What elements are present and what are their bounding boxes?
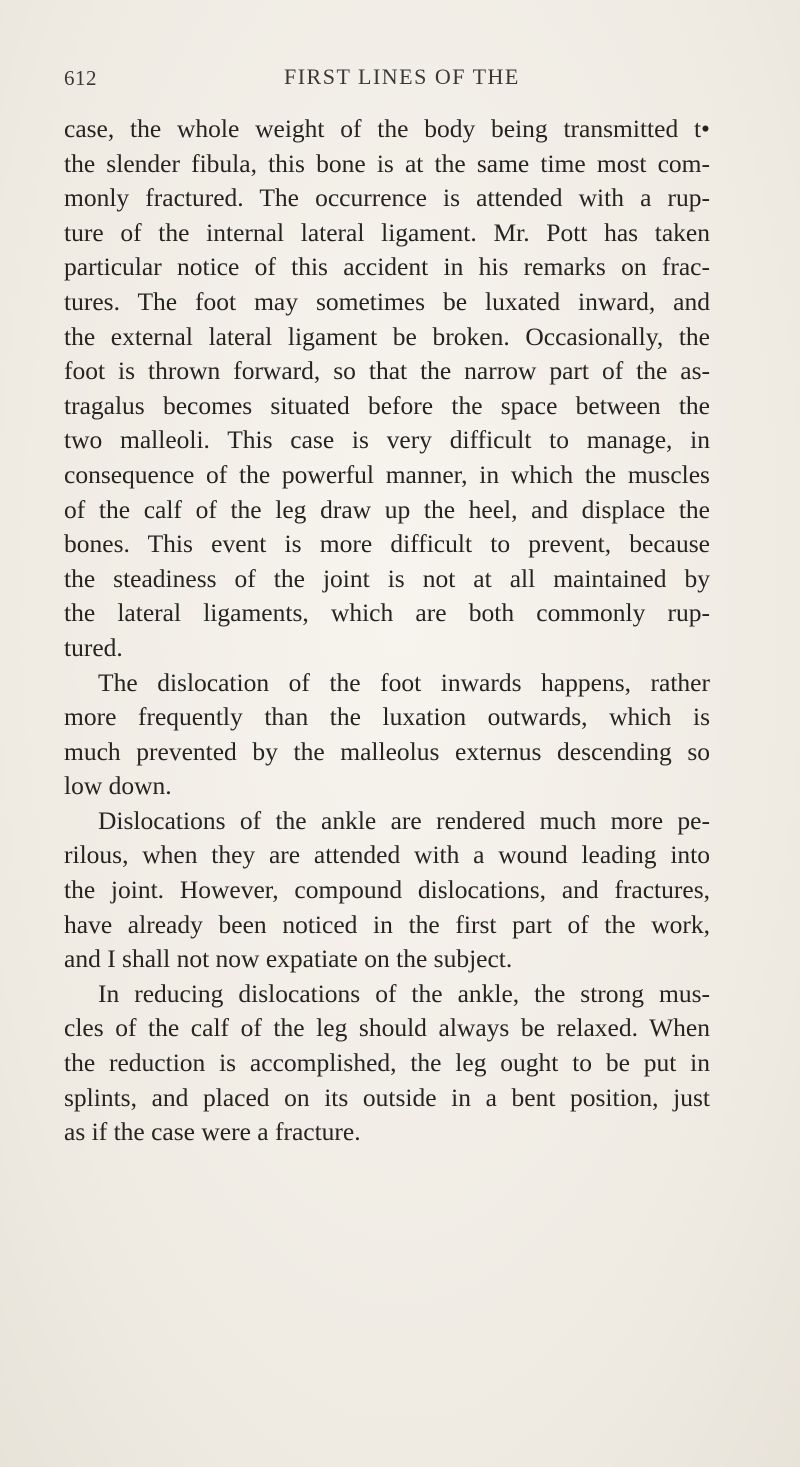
text-line: the slender fibula, this bone is at the same time most com-	[64, 148, 710, 178]
running-head: FIRST LINES OF THE	[284, 64, 520, 89]
text-line: and I shall not now expatiate on the subject.	[64, 944, 513, 974]
text-line: the steadiness of the joint is not at all maintained by	[64, 563, 710, 593]
text-line: much prevented by the malleolus externus descending so	[64, 736, 710, 766]
text-line: Dislocations of the ankle are rendered much more pe-	[98, 805, 710, 835]
text-line: The dislocation of the foot inwards happens, rather	[98, 667, 710, 697]
text-line: tragalus becomes situated before the space between the	[64, 390, 710, 420]
text-line: tures. The foot may sometimes be luxated inward, and	[64, 286, 710, 316]
text-line: tured.	[64, 632, 123, 662]
page-header	[64, 60, 684, 94]
text-line: more frequently than the luxation outwards, which is	[64, 702, 710, 732]
text-line: have already been noticed in the first part of the work,	[64, 909, 710, 939]
text-line: two malleoli. This case is very difficult to manage, in	[64, 425, 710, 455]
text-line: particular notice of this accident in his remarks on frac-	[64, 252, 710, 282]
text-line: consequence of the powerful manner, in which the muscles	[64, 459, 710, 489]
text-line: case, the whole weight of the body being transmitted t•	[64, 114, 710, 143]
text-line: low down.	[64, 771, 172, 801]
text-line: cles of the calf of the leg should always be relaxed. When	[64, 1013, 710, 1043]
text-line: rilous, when they are attended with a wound leading into	[64, 840, 710, 870]
text-line: the external lateral ligament be broken. Occasionally, the	[64, 321, 710, 351]
text-line: the lateral ligaments, which are both commonly rup-	[64, 598, 710, 628]
body-text	[64, 112, 710, 1150]
text-line: as if the case were a fracture.	[64, 1117, 361, 1147]
text-line: ture of the internal lateral ligament. Mr. Pott has taken	[64, 217, 710, 247]
text-line: the joint. However, compound dislocations, and fractures,	[64, 875, 710, 905]
text-line: bones. This event is more difficult to prevent, because	[64, 529, 710, 559]
page-number: 612	[64, 66, 97, 90]
text-line: In reducing dislocations of the ankle, the strong mus-	[98, 978, 710, 1008]
text-line: monly fractured. The occurrence is attended with a rup-	[64, 183, 710, 213]
text-line: foot is thrown forward, so that the narrow part of the as-	[64, 356, 710, 386]
text-line: the reduction is accomplished, the leg ought to be put in	[64, 1048, 710, 1078]
text-line: of the calf of the leg draw up the heel, and displace the	[64, 494, 710, 524]
text-line: splints, and placed on its outside in a bent position, just	[64, 1082, 710, 1112]
